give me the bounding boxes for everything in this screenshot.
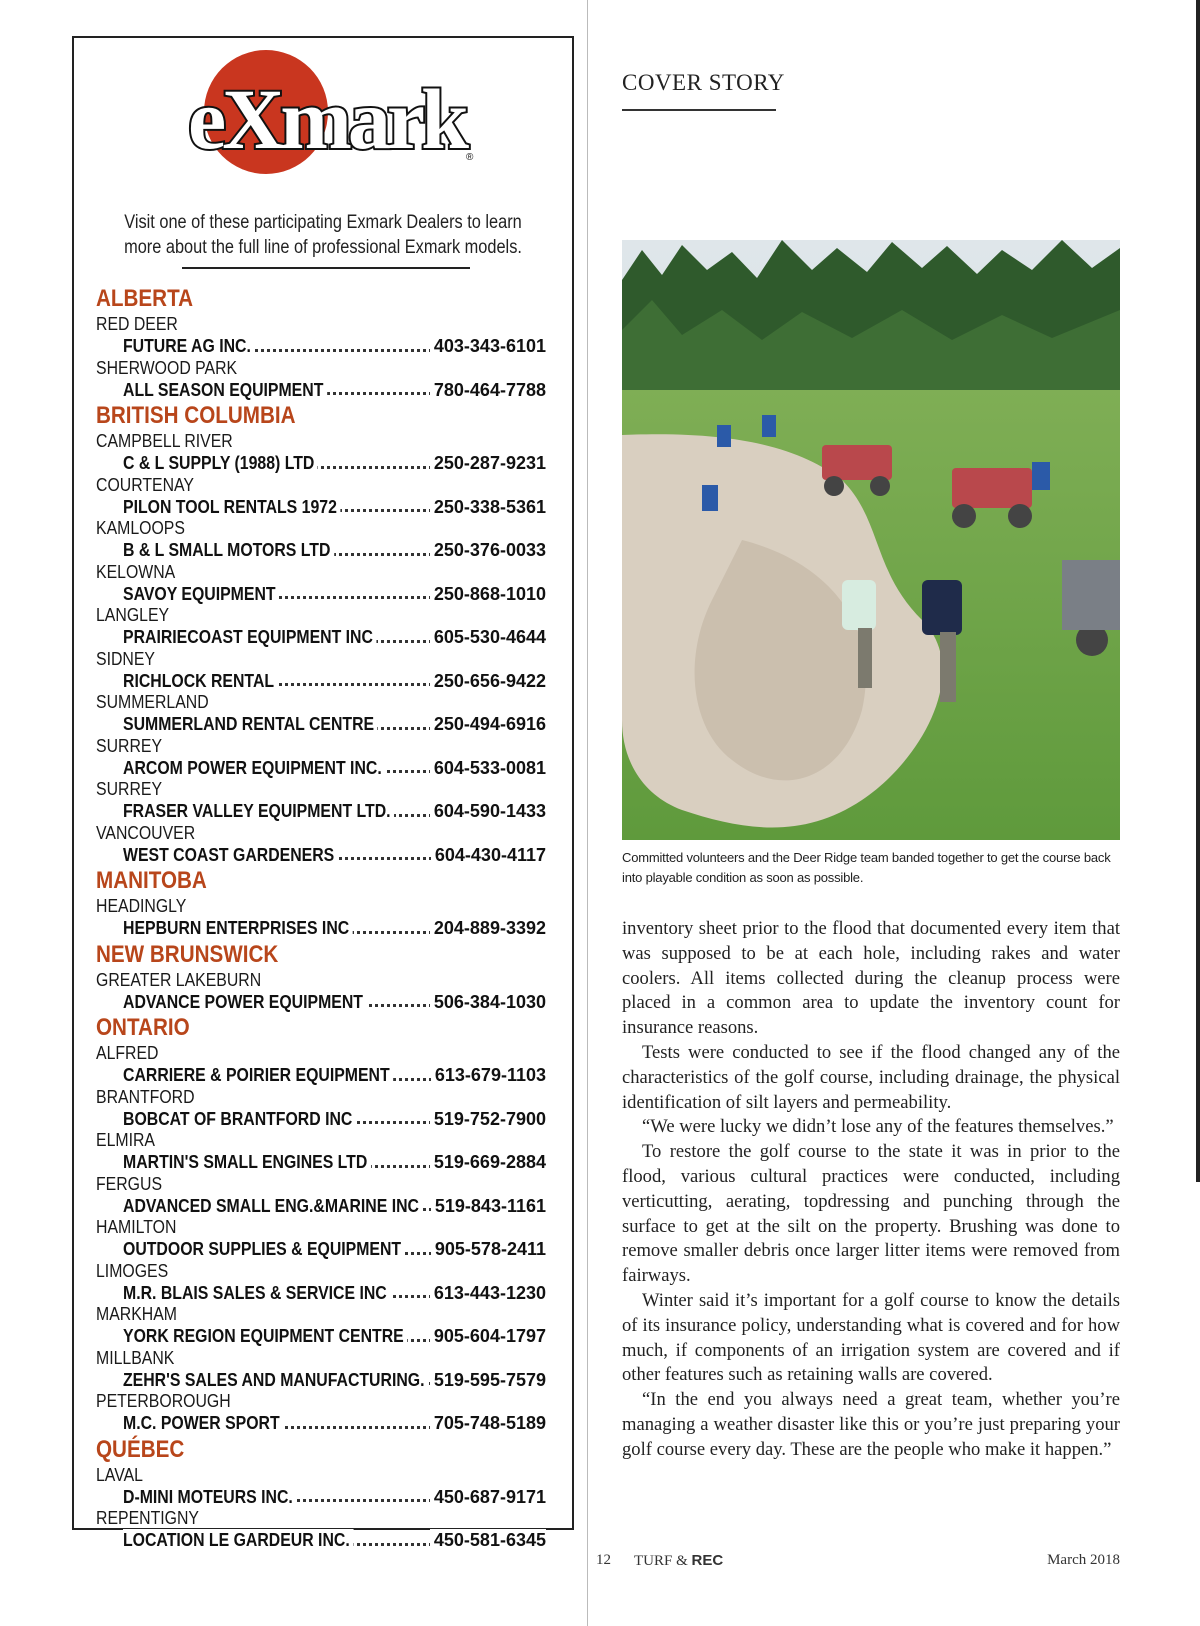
dealer-phone: 519-752-7900 — [430, 1108, 546, 1130]
dealer-city: LAVAL — [96, 1464, 143, 1485]
dealer-phone: 250-868-1010 — [430, 583, 546, 605]
dealer-name: FRASER VALLEY EQUIPMENT LTD. — [123, 800, 394, 822]
dealer-name: PILON TOOL RENTALS 1972 — [123, 496, 340, 518]
dealer-row — [123, 335, 546, 358]
dealer-name: ADVANCED SMALL ENG.&MARINE INC — [123, 1195, 423, 1217]
dealer-phone: 604-430-4117 — [431, 844, 546, 866]
dealer-name: ADVANCE POWER EQUIPMENT — [123, 991, 366, 1013]
dealer-phone: 506-384-1030 — [430, 991, 546, 1013]
dealer-phone: 450-687-9171 — [430, 1486, 546, 1508]
section-label-rule — [622, 109, 776, 111]
svg-text:®: ® — [466, 152, 474, 163]
intro-divider — [182, 267, 470, 269]
dealer-row — [123, 1238, 546, 1261]
province-heading: ALBERTA — [96, 285, 194, 312]
dealer-name: BOBCAT OF BRANTFORD INC — [123, 1108, 356, 1130]
dealer-city: CAMPBELL RIVER — [96, 431, 233, 451]
dealer-list — [96, 284, 546, 1552]
dealer-city: PETERBOROUGH — [96, 1391, 231, 1411]
dealer-phone: 613-679-1103 — [431, 1064, 546, 1086]
dealer-name: PRAIRIECOAST EQUIPMENT INC — [123, 626, 376, 648]
dealer-name: SUMMERLAND RENTAL CENTRE — [123, 713, 378, 735]
dealer-name: RICHLOCK RENTAL — [123, 670, 278, 692]
dealer-row — [123, 800, 546, 823]
dealer-name: ALL SEASON EQUIPMENT — [123, 379, 327, 401]
dealer-phone: 604-590-1433 — [430, 800, 546, 822]
dealer-row — [123, 496, 546, 519]
dealer-phone: 905-604-1797 — [430, 1325, 546, 1347]
gutter-divider — [587, 0, 588, 1626]
dealer-phone: 519-843-1161 — [431, 1195, 546, 1217]
dealer-city: FERGUS — [96, 1173, 163, 1194]
dealer-phone: 905-578-2411 — [431, 1238, 546, 1260]
dealer-city: HEADINGLY — [96, 896, 187, 916]
dealer-city: SUMMERLAND — [96, 692, 209, 712]
dealer-row — [123, 452, 546, 475]
svg-text:eXmark: eXmark — [188, 71, 465, 167]
dealer-name: C & L SUPPLY (1988) LTD — [123, 452, 318, 474]
dealer-row — [123, 1108, 546, 1131]
dealer-city: REPENTIGNY — [96, 1508, 199, 1528]
dealer-city: SURREY — [96, 735, 163, 756]
dealer-row — [123, 1486, 546, 1509]
article-paragraph: “In the end you always need a great team, whether you’re managing a weather disaster like this or you’re just preparing your golf course every day. These are the people who make it happen.” — [622, 1389, 1120, 1460]
dealer-phone: 604-533-0081 — [430, 757, 546, 779]
dealer-phone: 250-656-9422 — [430, 670, 546, 692]
dealer-city: BRANTFORD — [96, 1086, 195, 1107]
dealer-name: D-MINI MOTEURS INC. — [123, 1486, 296, 1508]
dealer-row — [123, 757, 546, 780]
dealer-row — [123, 917, 546, 940]
dealer-phone: 450-581-6345 — [430, 1529, 546, 1551]
dealer-phone: 250-376-0033 — [430, 539, 546, 561]
dealer-name: MARTIN'S SMALL ENGINES LTD — [123, 1151, 371, 1173]
province-heading: ONTARIO — [96, 1014, 190, 1041]
dealer-row — [123, 539, 546, 562]
article-paragraph: To restore the golf course to the state it was in prior to the flood, various cultural practices were conducted, including verticutting, aerating, topdressing and punching through the surface to get at the silt on the property. Brushing was done to remove smaller debris once larger litter items were removed from fairways. — [622, 1141, 1120, 1287]
dealer-city: LIMOGES — [96, 1260, 169, 1281]
dealer-row — [123, 1151, 546, 1174]
dealer-city: ALFRED — [96, 1043, 159, 1063]
dealer-city: RED DEER — [96, 314, 178, 334]
dealer-name: M.R. BLAIS SALES & SERVICE INC — [123, 1282, 390, 1304]
page-edge-bar — [1196, 0, 1200, 1182]
dealer-row — [123, 1412, 546, 1435]
dealer-row — [123, 626, 546, 649]
dealer-city: SURREY — [96, 779, 163, 799]
dealer-name: FUTURE AG INC. — [123, 335, 254, 357]
province-heading: BRITISH COLUMBIA — [96, 402, 296, 429]
dealer-phone: 250-494-6916 — [430, 713, 546, 735]
issue-date: March 2018 — [1047, 1552, 1120, 1568]
article-paragraph: Tests were conducted to see if the flood changed any of the characteristics of the golf course, including drainage, the physical identification of silt layers and permeability. — [622, 1041, 1120, 1113]
dealer-phone: 204-889-3392 — [430, 917, 546, 939]
dealer-city: KAMLOOPS — [96, 518, 185, 538]
article-paragraph: “We were lucky we didn’t lose any of the features themselves.” — [642, 1116, 1114, 1138]
page-number: 12 — [596, 1552, 611, 1568]
dealer-row — [123, 583, 546, 606]
dealer-phone: 705-748-5189 — [430, 1412, 546, 1434]
province-heading: MANITOBA — [96, 867, 207, 894]
dealer-city: MARKHAM — [96, 1304, 177, 1324]
dealer-city: MILLBANK — [96, 1347, 175, 1368]
dealer-phone: 250-338-5361 — [430, 496, 546, 518]
dealer-name: LOCATION LE GARDEUR INC. — [123, 1529, 353, 1551]
dealer-row — [123, 844, 546, 867]
dealer-city: ELMIRA — [96, 1130, 155, 1150]
dealer-name: OUTDOOR SUPPLIES & EQUIPMENT — [123, 1238, 405, 1260]
dealer-row — [123, 1064, 546, 1087]
dealer-phone: 519-669-2884 — [430, 1151, 546, 1173]
dealer-phone: 780-464-7788 — [430, 379, 546, 401]
dealer-row — [123, 1369, 546, 1392]
dealer-phone: 613-443-1230 — [430, 1282, 546, 1304]
dealer-name: YORK REGION EQUIPMENT CENTRE — [123, 1325, 407, 1347]
dealer-name: CARRIERE & POIRIER EQUIPMENT — [123, 1064, 393, 1086]
dealer-phone: 519-595-7579 — [430, 1369, 546, 1391]
dealer-name: HEPBURN ENTERPRISES INC — [123, 917, 353, 939]
dealer-row — [123, 670, 546, 693]
dealer-phone: 403-343-6101 — [430, 335, 546, 357]
dealer-name: B & L SMALL MOTORS LTD — [123, 539, 334, 561]
dealer-row — [123, 1282, 546, 1305]
dealer-row — [123, 1325, 546, 1348]
dealer-name: ZEHR'S SALES AND MANUFACTURING. — [123, 1369, 428, 1391]
golf-course-cleanup-photo — [622, 240, 1120, 840]
magazine-name: TURF & REC — [634, 1552, 724, 1569]
dealer-city: HAMILTON — [96, 1217, 177, 1237]
article-paragraph: inventory sheet prior to the flood that documented every item that was supposed to be at each hole, including rakes and water coolers. All items collected during the cleanup process were placed in a common area to update the inventory count for insurance reasons. — [622, 918, 1120, 1039]
province-heading: QUÉBEC — [96, 1435, 185, 1463]
dealer-city: LANGLEY — [96, 605, 170, 625]
dealer-city: VANCOUVER — [96, 822, 196, 843]
exmark-dealer-ad — [72, 36, 574, 1550]
dealer-city: GREATER LAKEBURN — [96, 969, 262, 990]
article-paragraph: Winter said it’s important for a golf course to know the details of its insurance policy, understanding what is covered and for how much, if components of an irrigation system are covered and if other features such as retaining walls are covered. — [622, 1289, 1120, 1386]
dealer-row — [123, 991, 546, 1014]
dealer-name: WEST COAST GARDENERS — [123, 844, 338, 866]
dealer-row — [123, 1195, 546, 1218]
dealer-name: M.C. POWER SPORT — [123, 1412, 283, 1434]
dealer-city: SHERWOOD PARK — [96, 357, 238, 378]
ad-intro-text: Visit one of these participating Exmark Dealers to learn more about the full line of professional Exmark models. — [124, 212, 522, 258]
section-label: COVER STORY — [622, 70, 785, 95]
article-body — [622, 917, 1120, 1463]
dealer-row — [123, 379, 546, 402]
dealer-city: SIDNEY — [96, 648, 155, 669]
photo-caption: Committed volunteers and the Deer Ridge team banded together to get the course back into playable condition as soon as possible. — [622, 850, 1111, 885]
dealer-phone: 250-287-9231 — [430, 452, 546, 474]
dealer-name: ARCOM POWER EQUIPMENT INC. — [123, 757, 385, 779]
exmark-logo — [184, 48, 480, 178]
province-heading: NEW BRUNSWICK — [96, 940, 279, 968]
dealer-city: COURTENAY — [96, 474, 194, 495]
dealer-row — [123, 1529, 546, 1552]
dealer-city: KELOWNA — [96, 561, 176, 582]
dealer-phone: 605-530-4644 — [430, 626, 546, 648]
dealer-name: SAVOY EQUIPMENT — [123, 583, 279, 605]
dealer-row — [123, 713, 546, 736]
